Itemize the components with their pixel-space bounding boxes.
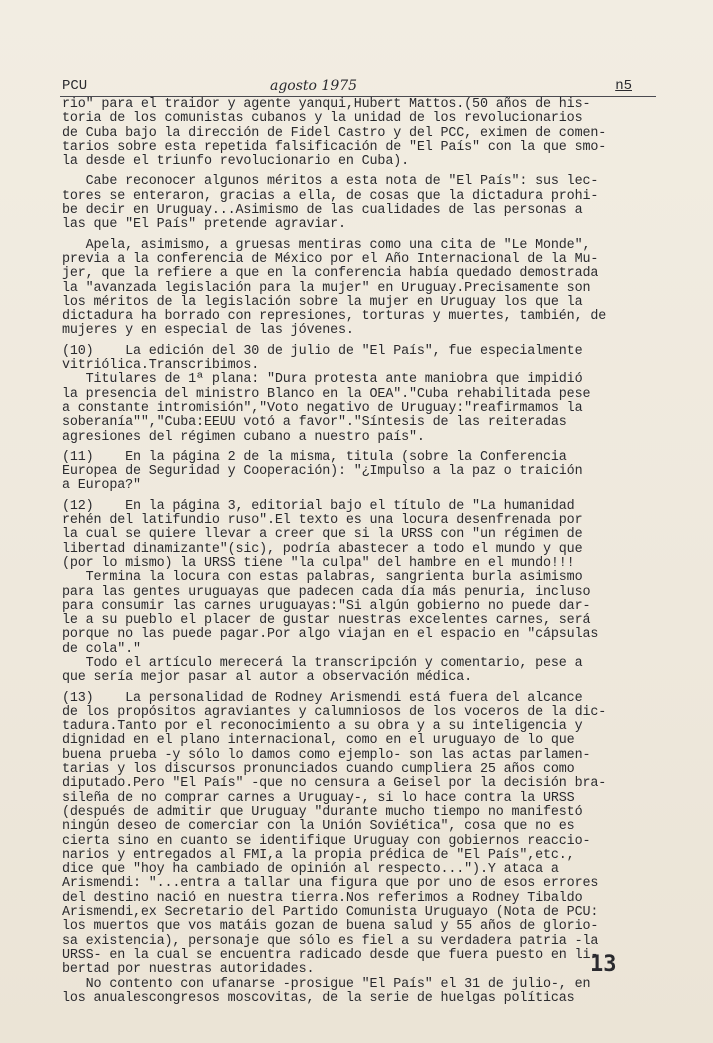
paragraph-note-13: (13) La personalidad de Rodney Arismendi está fuera del alcance de los propósitos agraviantes y calumniosos de los voceros de la dic- tadura.Tanto por el reconocimiento a su obra y a su inteligencia y dignidad en el plano internacional, como en el uruguayo de lo que buena prueba -y sólo lo damos como ejemplo- son las actas parlamen- tarias y los discursos pronunciados cuando cumpliera 25 años como diputado.Pero "El País" -que no censura a Geisel por la decisión bra- sileña de no comprar carnes a Uruguay-, si lo hace contra la URSS (después de admitir que Uruguay "durante mucho tiempo no manifestó ningún deseo de comerciar con la Unión Soviética", cosa que no es cierta sino en cuanto se identifique Uruguay con gobiernos reaccio- narios y entregados al FMI,a la propia prédica de "El País",etc., dice que "hoy ha cambiado de opinión al respecto...").Y ataca a Arismendi: "...entra a tallar una figura que por uno de esos errores del destino nació en nuestra tierra.Nos referimos a Rodney Tibaldo Arismendi,ex Secretario del Partido Comunista Uruguayo (Nota de PCU: los muertos que vos matáis gozan de buena salud y 55 años de glorio- sa existencia), personaje que sólo es fiel a su verdadera patria -la URSS- en la cual se encuentra radicado desde que fuera puesto en li- bertad por nuestras autoridades. No contento con ufanarse -prosigue "El País" el 31 de julio-, en los anualescongresos moscovitas, de la serie de huelgas políticas xyxy=(62,690,607,1006)
header-publication: PCU xyxy=(62,78,88,94)
paragraph-merits: Cabe reconocer algunos méritos a esta nota de "El País": sus lec- tores se enteraron, gracias a ella, de cosas que la dictadura prohi- be decir en Uruguay...Asimismo de las cualidades de las personas a las que "El País" pretende agraviar. xyxy=(62,174,599,233)
header-issue-number: n5 xyxy=(615,78,632,94)
page-number: 13 xyxy=(590,952,617,977)
paragraph-le-monde: Apela, asimismo, a gruesas mentiras como una cita de "Le Monde", previa a la conferencia de México por el Año Internacional de la Mu- jer, que la refiere a que en la conferencia había quedado demostrada la "avanzada legislación para la mujer" en Uruguay.Precisamente son los méritos de la legislación sobre la mujer en Uruguay los que la dictadura ha borrado con represiones, torturas y muertes, también, de mujeres y en especial de las jóvenes. xyxy=(62,237,607,339)
document-body xyxy=(62,98,660,1006)
paragraph-continuation: rio" para el traidor y agente yanqui,Hubert Mattos.(50 años de his- toria de los comunistas cubanos y la unidad de los revolucionarios de Cuba bajo la dirección de Fidel Castro y del PCC, eximen de comen- tarios sobre esta repetida falsificación de "El País" con la que smo- la desde el triunfo revolucionario en Cuba). xyxy=(62,97,607,170)
paragraph-note-10: (10) La edición del 30 de julio de "El País", fue especialmente vitriólica.Transcribimos. Titulares de 1ª plana: "Dura protesta ante maniobra que impidió la presencia del ministro Blanco en la OEA"."Cuba rehabilitada pese a constante intromisión","Voto negativo de Uruguay:"reafirmamos la soberanía"","Cuba:EEUU votó a favor"."Síntesis de las reiteradas agresiones del régimen cubano a nuestro país". xyxy=(62,343,591,445)
header-date: agosto 1975 xyxy=(270,78,358,94)
paragraph-note-11: (11) En la página 2 de la misma, titula (sobre la Conferencia Europea de Seguridad y Cooperación): "¿Impulso a la paz o traición a Europa?" xyxy=(62,449,583,494)
page-header xyxy=(62,78,652,96)
paragraph-note-12: (12) En la página 3, editorial bajo el título de "La humanidad rehén del latifundio ruso".El texto es una locura desenfrenada por la cual se quiere llevar a creer que si la URSS con "un régimen de libertad dinamizante"(sic), podría abastecer a todo el mundo y que (por lo mismo) la URSS tiene "la culpa" del hambre en el mundo!!! Termina la locura con estas palabras, sangrienta burla asimismo para las gentes uruguayas que padecen cada día más penuria, incluso para consumir las carnes uruguayas:"Si algún gobierno no puede dar- le a su pueblo el placer de gustar nuestras excelentes carnes, será porque no las puede pagar.Por algo viajan en el espacio en "cápsulas de cola"." Todo el artículo merecerá la transcripción y comentario, pese a que sería mejor pasar al autor a observación médica. xyxy=(62,498,599,686)
